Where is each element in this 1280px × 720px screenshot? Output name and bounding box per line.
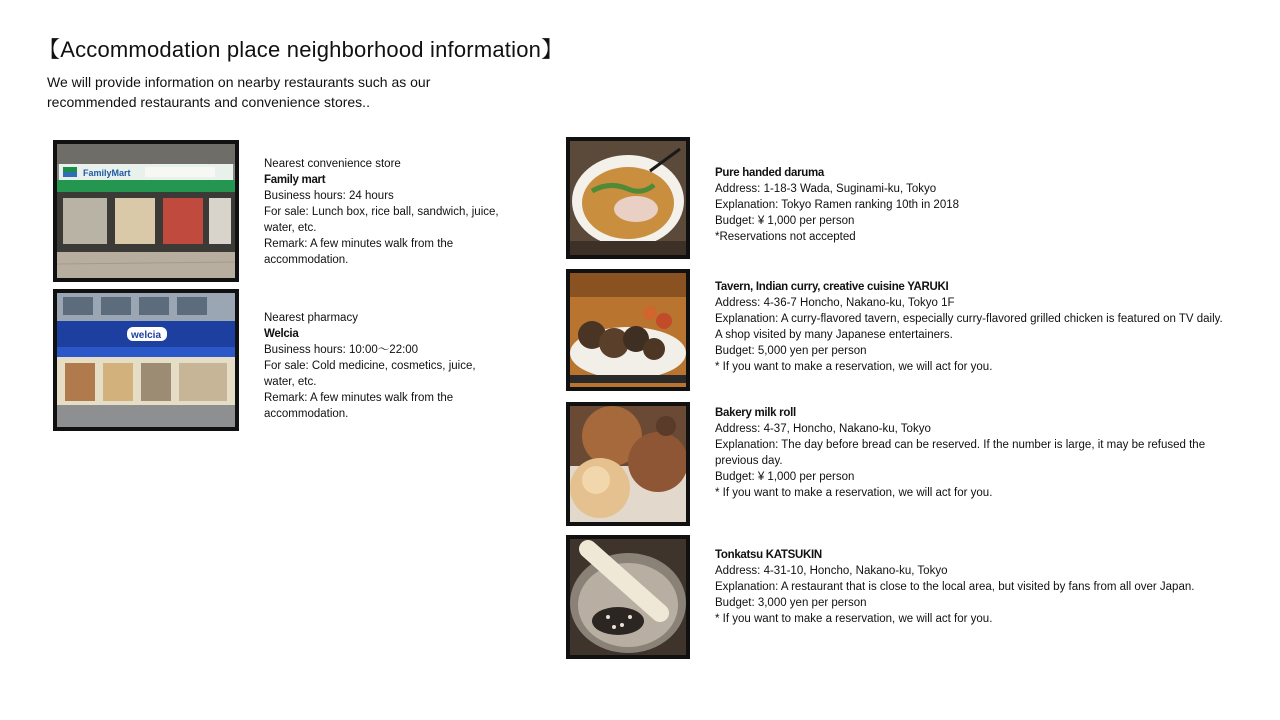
bread-photo <box>566 402 690 526</box>
restaurant-info <box>715 279 1225 375</box>
restaurant-explanation: Explanation: Tokyo Ramen ranking 10th in 2018 <box>715 199 960 211</box>
restaurant-budget: Budget: ¥ 1,000 per person <box>715 215 855 227</box>
restaurant-address: Address: 4-37, Honcho, Nakano-ku, Tokyo <box>715 423 931 435</box>
restaurant-budget: Budget: 5,000 yen per person <box>715 345 867 357</box>
convenience-store-info <box>264 156 504 268</box>
store-remark: Remark: A few minutes walk from the accommodation. <box>264 392 454 420</box>
restaurant-explanation: Explanation: A curry-flavored tavern, especially curry-flavored grilled chicken is featured on TV daily. A shop visited by many Japanese entertainers. <box>715 313 1223 341</box>
restaurant-name: Tavern, Indian curry, creative cuisine YARUKI <box>715 281 949 293</box>
mortar-sesame-photo <box>566 535 690 659</box>
yakitori-photo <box>566 269 690 391</box>
store-sale: For sale: Cold medicine, cosmetics, juice, water, etc. <box>264 360 476 388</box>
ramen-photo <box>566 137 690 259</box>
restaurant-budget: Budget: ¥ 1,000 per person <box>715 471 855 483</box>
restaurant-note: * If you want to make a reservation, we will act for you. <box>715 361 993 373</box>
restaurant-name: Bakery milk roll <box>715 407 796 419</box>
convenience-store-photo <box>53 140 239 282</box>
restaurant-budget: Budget: 3,000 yen per person <box>715 597 867 609</box>
page-intro: We will provide information on nearby restaurants such as our recommended restaurants and convenience stores.. <box>47 74 431 110</box>
pharmacy-info <box>264 310 504 422</box>
restaurant-note: *Reservations not accepted <box>715 231 856 243</box>
store-hours: Business hours: 10:00～22:00 <box>264 344 419 356</box>
restaurant-address: Address: 1-18-3 Wada, Suginami-ku, Tokyo <box>715 183 937 195</box>
restaurant-address: Address: 4-31-10, Honcho, Nakano-ku, Tokyo <box>715 565 948 577</box>
restaurant-explanation: Explanation: The day before bread can be reserved. If the number is large, it may be refused the previous day. <box>715 439 1206 467</box>
restaurant-name: Pure handed daruma <box>715 167 824 179</box>
pharmacy-photo <box>53 289 239 431</box>
restaurant-note: * If you want to make a reservation, we will act for you. <box>715 613 993 625</box>
restaurant-address: Address: 4-36-7 Honcho, Nakano-ku, Tokyo 1F <box>715 297 955 309</box>
restaurant-info <box>715 165 1225 245</box>
store-remark: Remark: A few minutes walk from the accommodation. <box>264 238 454 266</box>
store-category: Nearest pharmacy <box>264 312 358 324</box>
store-name: Welcia <box>264 328 299 340</box>
restaurant-info <box>715 405 1225 501</box>
store-sign-text: FamilyMart <box>83 168 131 178</box>
store-hours: Business hours: 24 hours <box>264 190 394 202</box>
store-sale: For sale: Lunch box, rice ball, sandwich, juice, water, etc. <box>264 206 499 234</box>
store-category: Nearest convenience store <box>264 158 401 170</box>
page-title: 【Accommodation place neighborhood information】 <box>38 37 564 62</box>
restaurant-note: * If you want to make a reservation, we will act for you. <box>715 487 993 499</box>
restaurant-info <box>715 547 1225 627</box>
restaurant-name: Tonkatsu KATSUKIN <box>715 549 822 561</box>
pharmacy-sign-text: welcia <box>131 330 162 341</box>
store-name: Family mart <box>264 174 326 186</box>
restaurant-explanation: Explanation: A restaurant that is close to the local area, but visited by fans from all over Japan. <box>715 581 1195 593</box>
